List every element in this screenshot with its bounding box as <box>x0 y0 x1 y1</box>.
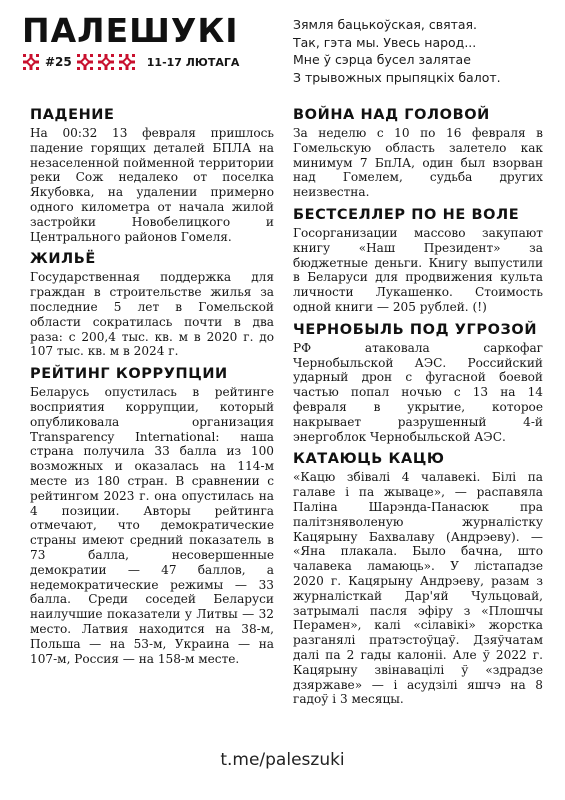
ornament-icon <box>76 53 94 71</box>
article-title: РЕЙТИНГ КОРРУПЦИИ <box>30 366 228 383</box>
issue-number: #25 <box>45 55 72 69</box>
article-body: «Кацю збівалі 4 чалавекі. Білі па галаве і па жываце», — распавяла Паліна Шарэнда-Панасюк пра палітзняволеную журналістку Кацярыну Бахвалаву (Андрэеву). — «Яна плакала. Было бачна, што чалавека ламаюць». У лістападзе 2020 г. Кацярыну Андрэеву, разам з журналісткай Дар'яй Чульцовай, затрымалі пасля эфіру з «Плошчы Перамен», калі «сілавікі» жорстка разганялі пратэстоўцаў. Дзяўчатам далі па 2 гады калоніі. Але ў 2022 г. Кацярыну звінавацілі ў «здрадзе дзяржаве» — і асудзілі яшчэ на 8 гадоў і 3 месяцы. <box>293 470 543 707</box>
right-column <box>293 106 543 713</box>
article-bestseller <box>293 206 543 315</box>
article-zhilyo <box>30 250 274 359</box>
poem-line: З трывожных прыпяцкіх балот. <box>293 69 501 85</box>
article-katayuts-katsyu <box>293 450 543 707</box>
newspaper-logo: ПАЛЕШУКІ <box>22 11 239 50</box>
article-padenie <box>30 106 274 244</box>
article-body: Беларусь опустилась в рейтинге восприятия коррупции, который опубликовала организация Transparency International: наша страна получила 33 балла из 100 возможных и оказалась на 114-м месте из 180 стран. В сравнении с рейтингом 2023 г. она опустилась на 4 позиции. Авторы рейтинга отмечают, что демократические страны имеют средний показатель в 73 балла, несовершенные демократии — 47 баллов, а недемократические режимы — 33 балла. Среди соседей Беларуси наилучшие показатели у Литвы — 32 место. Латвия находится на 38-м, Польша — на 53-м, Украина — на 107-м, Россия — на 158-м месте. <box>30 385 274 666</box>
issue-date: 11-17 ЛЮТАГА <box>146 55 240 69</box>
poem-line: Зямля бацькоўская, святая. <box>293 17 478 32</box>
article-body: За неделю с 10 по 16 февраля в Гомельскую область залетело как минимум 7 БпЛА, один был взорван над Гомелем, судьба других неизвестна. <box>293 126 543 200</box>
ornament-icon <box>22 53 40 71</box>
article-body: Госорганизации массово закупают книгу «Наш Президент» за бюджетные деньги. Книгу выпустили в Беларуси для продвижения культа личности Лукашенко. Стоимость одной книги — 205 рублей. (!) <box>293 225 543 314</box>
left-column <box>30 106 274 672</box>
article-title: ПАДЕНИЕ <box>30 107 115 123</box>
telegram-link[interactable]: t.me/paleszuki <box>220 750 345 770</box>
article-chernobyl <box>293 321 543 445</box>
article-body: На 00:32 13 февраля пришлось падение горящих деталей БПЛА на незаселенной пойменной территории реки Сож недалеко от поселка Якубовка, на удалении примерно одного километра от начала жилой застройки Новобелицкого и Центрального районов Гомеля. <box>30 126 274 244</box>
article-title: ВОЙНА НАД ГОЛОВОЙ <box>293 107 490 123</box>
poem-line: Мне ў сэрца бусел залятае <box>293 52 471 67</box>
epigraph-poem <box>293 16 553 86</box>
article-corruption-rating <box>30 365 274 666</box>
article-war-overhead <box>293 106 543 200</box>
poem-line: Так, гэта мы. Увесь народ... <box>293 34 477 50</box>
article-title: ЧЕРНОБЫЛЬ ПОД УГРОЗОЙ <box>293 321 538 338</box>
article-title: КАТАЮЦЬ КАЦЮ <box>293 451 445 468</box>
article-title: ЖИЛЬЁ <box>30 251 96 268</box>
masthead <box>22 12 282 84</box>
ornament-icon <box>118 53 136 71</box>
article-body: Государственная поддержка для граждан в строительстве жилья за последние 5 лет в Гомельской области сократилась почти в два раза: с 200,4 тыс. кв. м в 2020 г. до 107 тыс. кв. м в 2024 г. <box>30 270 274 359</box>
ornament-icon <box>97 53 115 71</box>
article-body: РФ атаковала саркофаг Чернобыльской АЭС. Российский ударный дрон с фугасной боевой частью попал ночью с 13 на 14 февраля в укрытие, которое накрывает разрушенный 4-й энергоблок Чернобыльской АЭС. <box>293 340 543 444</box>
article-title: БЕСТСЕЛЛЕР ПО НЕ ВОЛЕ <box>293 206 520 223</box>
issue-row <box>22 52 282 72</box>
